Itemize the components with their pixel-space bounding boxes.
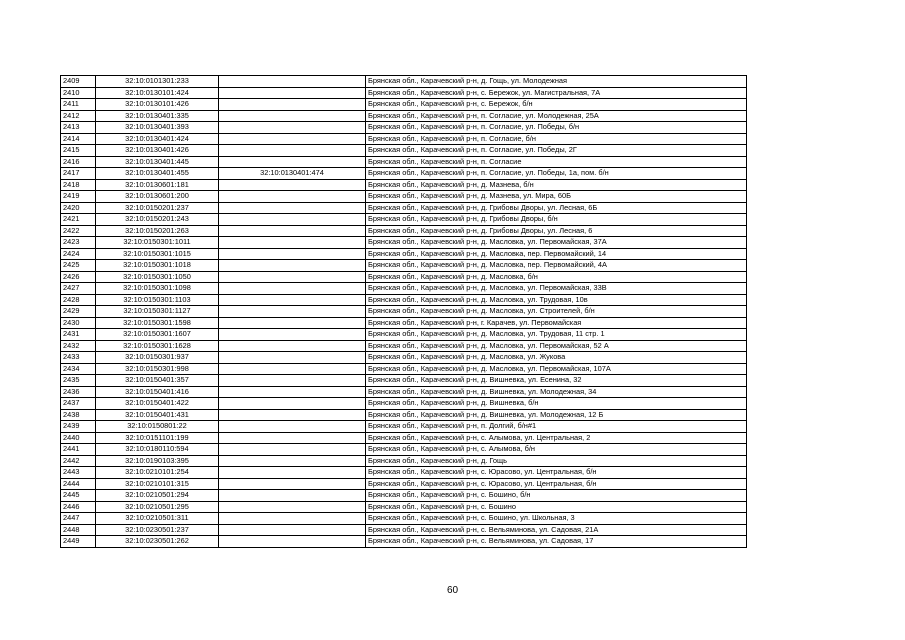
related-cadastral-number-cell [219, 87, 366, 99]
row-number-cell: 2448 [61, 524, 96, 536]
row-number-cell: 2439 [61, 421, 96, 433]
table-row [61, 156, 747, 168]
related-cadastral-number-cell [219, 329, 366, 341]
row-number-cell: 2421 [61, 214, 96, 226]
row-number-cell: 2428 [61, 294, 96, 306]
cadastral-number-cell: 32:10:0150301:998 [96, 363, 219, 375]
table-row [61, 191, 747, 203]
row-number-cell: 2425 [61, 260, 96, 272]
row-number-cell: 2422 [61, 225, 96, 237]
related-cadastral-number-cell [219, 455, 366, 467]
related-cadastral-number-cell [219, 386, 366, 398]
cadastral-number-cell: 32:10:0150301:1015 [96, 248, 219, 260]
address-cell: Брянская обл., Карачевский р-н, д. Масловка, пер. Первомайский, 14 [366, 248, 747, 260]
cadastral-number-cell: 32:10:0150301:1018 [96, 260, 219, 272]
related-cadastral-number-cell [219, 513, 366, 525]
cadastral-number-cell: 32:10:0130401:393 [96, 122, 219, 134]
table-row [61, 294, 747, 306]
table-row [61, 524, 747, 536]
address-cell: Брянская обл., Карачевский р-н, с. Бошино, ул. Школьная, 3 [366, 513, 747, 525]
related-cadastral-number-cell [219, 306, 366, 318]
related-cadastral-number-cell [219, 490, 366, 502]
row-number-cell: 2427 [61, 283, 96, 295]
address-cell: Брянская обл., Карачевский р-н, д. Грибовы Дворы, ул. Лесная, 6Б [366, 202, 747, 214]
related-cadastral-number-cell [219, 283, 366, 295]
table-row [61, 317, 747, 329]
address-cell: Брянская обл., Карачевский р-н, д. Масловка, ул. Трудовая, 11 стр. 1 [366, 329, 747, 341]
cadastral-number-cell: 32:10:0130601:200 [96, 191, 219, 203]
address-cell: Брянская обл., Карачевский р-н, п. Согласие, ул. Победы, 2Г [366, 145, 747, 157]
cadastral-number-cell: 32:10:0130401:445 [96, 156, 219, 168]
row-number-cell: 2432 [61, 340, 96, 352]
cadastral-number-cell: 32:10:0210501:294 [96, 490, 219, 502]
table-row [61, 467, 747, 479]
address-cell: Брянская обл., Карачевский р-н, д. Вишневка, ул. Молодежная, 34 [366, 386, 747, 398]
cadastral-number-cell: 32:10:0150301:1103 [96, 294, 219, 306]
document-page [60, 75, 746, 548]
related-cadastral-number-cell [219, 99, 366, 111]
row-number-cell: 2436 [61, 386, 96, 398]
row-number-cell: 2449 [61, 536, 96, 548]
related-cadastral-number-cell [219, 122, 366, 134]
address-cell: Брянская обл., Карачевский р-н, п. Согласие, ул. Победы, 1а, пом. б/н [366, 168, 747, 180]
related-cadastral-number-cell [219, 156, 366, 168]
row-number-cell: 2446 [61, 501, 96, 513]
table-row [61, 375, 747, 387]
row-number-cell: 2440 [61, 432, 96, 444]
row-number-cell: 2431 [61, 329, 96, 341]
cadastral-number-cell: 32:10:0150301:1628 [96, 340, 219, 352]
table-row [61, 398, 747, 410]
table-row [61, 329, 747, 341]
row-number-cell: 2415 [61, 145, 96, 157]
cadastral-number-cell: 32:10:0210501:311 [96, 513, 219, 525]
related-cadastral-number-cell [219, 398, 366, 410]
address-cell: Брянская обл., Карачевский р-н, с. Бережок, б/н [366, 99, 747, 111]
table-row [61, 133, 747, 145]
cadastral-number-cell: 32:10:0210101:254 [96, 467, 219, 479]
table-row [61, 340, 747, 352]
row-number-cell: 2416 [61, 156, 96, 168]
registry-table [60, 75, 747, 548]
cadastral-number-cell: 32:10:0150301:1050 [96, 271, 219, 283]
row-number-cell: 2426 [61, 271, 96, 283]
table-row [61, 352, 747, 364]
cadastral-number-cell: 32:10:0150401:431 [96, 409, 219, 421]
related-cadastral-number-cell [219, 237, 366, 249]
address-cell: Брянская обл., Карачевский р-н, с. Алымова, б/н [366, 444, 747, 456]
table-row [61, 306, 747, 318]
address-cell: Брянская обл., Карачевский р-н, с. Бережок, ул. Магистральная, 7А [366, 87, 747, 99]
cadastral-number-cell: 32:10:0190103:395 [96, 455, 219, 467]
address-cell: Брянская обл., Карачевский р-н, д. Масловка, ул. Трудовая, 10в [366, 294, 747, 306]
address-cell: Брянская обл., Карачевский р-н, д. Гощь [366, 455, 747, 467]
address-cell: Брянская обл., Карачевский р-н, д. Вишневка, ул. Есенина, 32 [366, 375, 747, 387]
related-cadastral-number-cell [219, 202, 366, 214]
row-number-cell: 2420 [61, 202, 96, 214]
address-cell: Брянская обл., Карачевский р-н, д. Масловка, ул. Первомайская, 37А [366, 237, 747, 249]
cadastral-number-cell: 32:10:0210101:315 [96, 478, 219, 490]
address-cell: Брянская обл., Карачевский р-н, с. Вельяминова, ул. Садовая, 17 [366, 536, 747, 548]
related-cadastral-number-cell [219, 501, 366, 513]
related-cadastral-number-cell [219, 409, 366, 421]
related-cadastral-number-cell [219, 467, 366, 479]
cadastral-number-cell: 32:10:0150401:357 [96, 375, 219, 387]
cadastral-number-cell: 32:10:0130101:424 [96, 87, 219, 99]
cadastral-number-cell: 32:10:0150301:1011 [96, 237, 219, 249]
cadastral-number-cell: 32:10:0150201:243 [96, 214, 219, 226]
row-number-cell: 2435 [61, 375, 96, 387]
table-row [61, 363, 747, 375]
cadastral-number-cell: 32:10:0150801:22 [96, 421, 219, 433]
address-cell: Брянская обл., Карачевский р-н, д. Масловка, ул. Первомайская, 107А [366, 363, 747, 375]
table-row [61, 168, 747, 180]
address-cell: Брянская обл., Карачевский р-н, д. Гощь, ул. Молодежная [366, 76, 747, 88]
cadastral-number-cell: 32:10:0150301:1598 [96, 317, 219, 329]
related-cadastral-number-cell [219, 444, 366, 456]
row-number-cell: 2447 [61, 513, 96, 525]
related-cadastral-number-cell [219, 432, 366, 444]
related-cadastral-number-cell [219, 421, 366, 433]
row-number-cell: 2424 [61, 248, 96, 260]
row-number-cell: 2429 [61, 306, 96, 318]
row-number-cell: 2414 [61, 133, 96, 145]
cadastral-number-cell: 32:10:0130601:181 [96, 179, 219, 191]
related-cadastral-number-cell [219, 214, 366, 226]
address-cell: Брянская обл., Карачевский р-н, д. Масловка, пер. Первомайский, 4А [366, 260, 747, 272]
row-number-cell: 2411 [61, 99, 96, 111]
row-number-cell: 2410 [61, 87, 96, 99]
table-row [61, 501, 747, 513]
table-row [61, 386, 747, 398]
cadastral-number-cell: 32:10:0130401:426 [96, 145, 219, 157]
row-number-cell: 2445 [61, 490, 96, 502]
related-cadastral-number-cell [219, 191, 366, 203]
row-number-cell: 2444 [61, 478, 96, 490]
address-cell: Брянская обл., Карачевский р-н, с. Алымова, ул. Центральная, 2 [366, 432, 747, 444]
address-cell: Брянская обл., Карачевский р-н, п. Долгий, б/н#1 [366, 421, 747, 433]
related-cadastral-number-cell [219, 478, 366, 490]
address-cell: Брянская обл., Карачевский р-н, п. Согласие, ул. Победы, б/н [366, 122, 747, 134]
address-cell: Брянская обл., Карачевский р-н, с. Бошино, б/н [366, 490, 747, 502]
related-cadastral-number-cell [219, 375, 366, 387]
row-number-cell: 2413 [61, 122, 96, 134]
address-cell: Брянская обл., Карачевский р-н, с. Юрасово, ул. Центральная, б/н [366, 467, 747, 479]
cadastral-number-cell: 32:10:0101301:233 [96, 76, 219, 88]
related-cadastral-number-cell [219, 110, 366, 122]
related-cadastral-number-cell [219, 363, 366, 375]
table-row [61, 455, 747, 467]
related-cadastral-number-cell [219, 260, 366, 272]
address-cell: Брянская обл., Карачевский р-н, д. Масловка, ул. Первомайская, 33В [366, 283, 747, 295]
address-cell: Брянская обл., Карачевский р-н, д. Мазнева, б/н [366, 179, 747, 191]
table-row [61, 421, 747, 433]
row-number-cell: 2441 [61, 444, 96, 456]
table-row [61, 237, 747, 249]
related-cadastral-number-cell [219, 225, 366, 237]
address-cell: Брянская обл., Карачевский р-н, д. Мазнева, ул. Мира, 60Б [366, 191, 747, 203]
registry-table-body [61, 76, 747, 548]
cadastral-number-cell: 32:10:0150201:263 [96, 225, 219, 237]
address-cell: Брянская обл., Карачевский р-н, д. Масловка, ул. Строителей, б/н [366, 306, 747, 318]
address-cell: Брянская обл., Карачевский р-н, д. Вишневка, б/н [366, 398, 747, 410]
table-row [61, 444, 747, 456]
address-cell: Брянская обл., Карачевский р-н, п. Согласие, б/н [366, 133, 747, 145]
table-row [61, 536, 747, 548]
related-cadastral-number-cell [219, 248, 366, 260]
cadastral-number-cell: 32:10:0150301:1098 [96, 283, 219, 295]
table-row [61, 110, 747, 122]
table-row [61, 248, 747, 260]
cadastral-number-cell: 32:10:0130401:455 [96, 168, 219, 180]
cadastral-number-cell: 32:10:0150301:1127 [96, 306, 219, 318]
table-row [61, 214, 747, 226]
cadastral-number-cell: 32:10:0130401:424 [96, 133, 219, 145]
table-row [61, 513, 747, 525]
row-number-cell: 2442 [61, 455, 96, 467]
table-row [61, 283, 747, 295]
related-cadastral-number-cell [219, 317, 366, 329]
address-cell: Брянская обл., Карачевский р-н, с. Юрасово, ул. Центральная, б/н [366, 478, 747, 490]
address-cell: Брянская обл., Карачевский р-н, д. Грибовы Дворы, ул. Лесная, 6 [366, 225, 747, 237]
table-row [61, 122, 747, 134]
address-cell: Брянская обл., Карачевский р-н, п. Согласие [366, 156, 747, 168]
cadastral-number-cell: 32:10:0230501:262 [96, 536, 219, 548]
related-cadastral-number-cell [219, 179, 366, 191]
related-cadastral-number-cell [219, 145, 366, 157]
address-cell: Брянская обл., Карачевский р-н, с. Вельяминова, ул. Садовая, 21А [366, 524, 747, 536]
row-number-cell: 2433 [61, 352, 96, 364]
related-cadastral-number-cell: 32:10:0130401:474 [219, 168, 366, 180]
related-cadastral-number-cell [219, 352, 366, 364]
address-cell: Брянская обл., Карачевский р-н, д. Масловка, ул. Жукова [366, 352, 747, 364]
cadastral-number-cell: 32:10:0210501:295 [96, 501, 219, 513]
row-number-cell: 2423 [61, 237, 96, 249]
related-cadastral-number-cell [219, 294, 366, 306]
related-cadastral-number-cell [219, 536, 366, 548]
table-row [61, 99, 747, 111]
table-row [61, 145, 747, 157]
related-cadastral-number-cell [219, 524, 366, 536]
address-cell: Брянская обл., Карачевский р-н, г. Карачев, ул. Первомайская [366, 317, 747, 329]
address-cell: Брянская обл., Карачевский р-н, д. Масловка, б/н [366, 271, 747, 283]
table-row [61, 87, 747, 99]
related-cadastral-number-cell [219, 76, 366, 88]
table-row [61, 478, 747, 490]
cadastral-number-cell: 32:10:0150301:1607 [96, 329, 219, 341]
row-number-cell: 2417 [61, 168, 96, 180]
row-number-cell: 2412 [61, 110, 96, 122]
cadastral-number-cell: 32:10:0180110:594 [96, 444, 219, 456]
cadastral-number-cell: 32:10:0230501:237 [96, 524, 219, 536]
table-row [61, 432, 747, 444]
row-number-cell: 2434 [61, 363, 96, 375]
row-number-cell: 2437 [61, 398, 96, 410]
table-row [61, 409, 747, 421]
table-row [61, 179, 747, 191]
table-row [61, 490, 747, 502]
cadastral-number-cell: 32:10:0151101:199 [96, 432, 219, 444]
table-row [61, 225, 747, 237]
row-number-cell: 2443 [61, 467, 96, 479]
table-row [61, 76, 747, 88]
cadastral-number-cell: 32:10:0150401:416 [96, 386, 219, 398]
row-number-cell: 2438 [61, 409, 96, 421]
address-cell: Брянская обл., Карачевский р-н, д. Грибовы Дворы, б/н [366, 214, 747, 226]
address-cell: Брянская обл., Карачевский р-н, п. Согласие, ул. Молодежная, 25А [366, 110, 747, 122]
address-cell: Брянская обл., Карачевский р-н, д. Масловка, ул. Первомайская, 52 А [366, 340, 747, 352]
table-row [61, 202, 747, 214]
page-number: 60 [446, 585, 459, 596]
row-number-cell: 2430 [61, 317, 96, 329]
table-row [61, 271, 747, 283]
table-row [61, 260, 747, 272]
row-number-cell: 2418 [61, 179, 96, 191]
row-number-cell: 2419 [61, 191, 96, 203]
row-number-cell: 2409 [61, 76, 96, 88]
cadastral-number-cell: 32:10:0130101:426 [96, 99, 219, 111]
address-cell: Брянская обл., Карачевский р-н, с. Бошино [366, 501, 747, 513]
cadastral-number-cell: 32:10:0150401:422 [96, 398, 219, 410]
related-cadastral-number-cell [219, 133, 366, 145]
related-cadastral-number-cell [219, 271, 366, 283]
cadastral-number-cell: 32:10:0150201:237 [96, 202, 219, 214]
related-cadastral-number-cell [219, 340, 366, 352]
address-cell: Брянская обл., Карачевский р-н, д. Вишневка, ул. Молодежная, 12 Б [366, 409, 747, 421]
cadastral-number-cell: 32:10:0150301:937 [96, 352, 219, 364]
cadastral-number-cell: 32:10:0130401:335 [96, 110, 219, 122]
